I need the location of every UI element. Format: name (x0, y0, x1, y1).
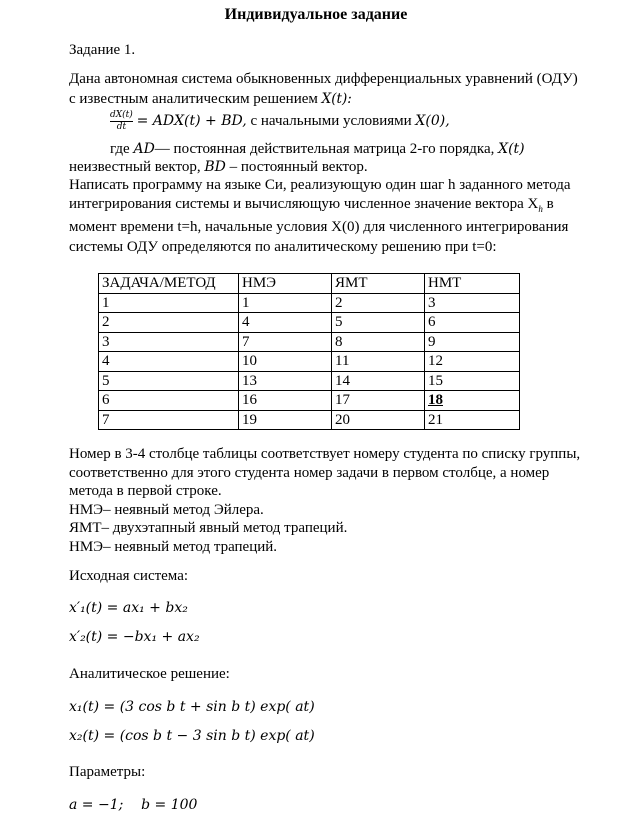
math: X(t): (321, 91, 352, 107)
table-cell: 16 (239, 391, 332, 411)
table-cell: 3 (99, 332, 239, 352)
table-row (99, 313, 520, 333)
table-cell: 18 (425, 391, 520, 411)
table-cell: 19 (239, 410, 332, 430)
table-cell: 6 (99, 391, 239, 411)
text: где (110, 141, 134, 157)
table-row (99, 410, 520, 430)
intro-line-9: системы ОДУ определяются по аналитическому решению при t=0: (69, 239, 497, 255)
table-cell: 4 (99, 352, 239, 372)
table-cell: 1 (239, 293, 332, 313)
header-cell: ЯМТ (332, 274, 425, 294)
table-cell: 12 (425, 352, 520, 372)
table-row (99, 391, 520, 411)
table-cell: 21 (425, 410, 520, 430)
table-cell: 4 (239, 313, 332, 333)
table-cell: 15 (425, 371, 520, 391)
math: X(0), (415, 112, 450, 129)
intro-line-4 (110, 140, 525, 159)
intro-line-1: Дана автономная система обыкновенных дифференциальных уравнений (ОДУ) (69, 71, 578, 87)
table-cell: 9 (425, 332, 520, 352)
text: — постоянная действительная матрица 2-го порядка, (154, 141, 499, 157)
task-heading: Задание 1. (69, 42, 136, 58)
note-line: НМЭ– неявный метод трапеций. (69, 538, 278, 555)
table-cell: 7 (99, 410, 239, 430)
table-cell: 20 (332, 410, 425, 430)
table-cell: 7 (239, 332, 332, 352)
table-cell: 17 (332, 391, 425, 411)
table-row (99, 293, 520, 313)
table-cell: 1 (99, 293, 239, 313)
system-label: Исходная система: (69, 568, 189, 584)
intro-line-7 (69, 195, 554, 219)
derivative-fraction (110, 110, 133, 133)
text: с начальными условиями (246, 112, 416, 129)
params-values: a = −1; b = 100 (69, 797, 198, 813)
intro-line-8: момент времени t=h, начальные условия X(0) для численного интегрирования (69, 219, 569, 235)
table-cell: 2 (99, 313, 239, 333)
table-cell: 5 (99, 371, 239, 391)
table-cell: 2 (332, 293, 425, 313)
equation-rhs: = ADX(t) + BD, (136, 112, 247, 129)
text: интегрирования системы и вычисляющую численное значение вектора X (69, 196, 539, 212)
system-eq-1: x′₁(t) = ax₁ + bx₂ (69, 600, 188, 616)
table-cell: 6 (425, 313, 520, 333)
table-cell: 13 (239, 371, 332, 391)
note-line: Номер в 3-4 столбце таблицы соответствует номеру студента по списку группы, (69, 446, 581, 462)
text: в (542, 196, 554, 212)
note-line: метода в первой строке. (69, 483, 222, 499)
subscript: h (538, 204, 543, 214)
document-title: Индивидуальное задание (224, 6, 408, 23)
table-row (99, 371, 520, 391)
note-line: НМЭ– неявный метод Эйлера. (69, 501, 264, 518)
text: – постоянный вектор. (225, 159, 368, 175)
note-line: соответственно для этого студента номер задачи в первом столбце, а номер (69, 464, 550, 481)
params-label: Параметры: (69, 764, 146, 780)
table-cell: 8 (332, 332, 425, 352)
math: BD (204, 159, 226, 175)
table-cell: 3 (425, 293, 520, 313)
table-cell: 11 (332, 352, 425, 372)
denominator: dt (116, 122, 127, 132)
text: с известным аналитическим решением (69, 91, 322, 107)
solution-label: Аналитическое решение: (69, 666, 230, 682)
intro-line-2 (69, 90, 352, 109)
table-cell: 14 (332, 371, 425, 391)
text: неизвестный вектор, (69, 159, 205, 175)
intro-line-6: Написать программу на языке Си, реализующую один шаг h заданного метода (69, 177, 571, 193)
system-eq-2: x′₂(t) = −bx₁ + ax₂ (69, 629, 200, 645)
math: X(t) (498, 141, 525, 157)
header-cell: ЗАДАЧА/МЕТОД (99, 274, 239, 294)
numerator: dX(t) (110, 110, 133, 120)
table-row (99, 332, 520, 352)
header-cell: НМТ (425, 274, 520, 294)
table-cell: 5 (332, 313, 425, 333)
notes (69, 445, 580, 556)
header-cell: НМЭ (239, 274, 332, 294)
solution-eq-1: x₁(t) = (3 cos b t + sin b t) exp( at) (69, 699, 315, 715)
ode-equation (110, 110, 450, 133)
task-method-table (98, 273, 520, 430)
note-line: ЯМТ– двухэтапный явный метод трапеций. (69, 520, 348, 536)
table-header-row (99, 274, 520, 294)
table-row (99, 352, 520, 372)
solution-eq-2: x₂(t) = (cos b t − 3 sin b t) exp( at) (69, 728, 315, 744)
math: AD (133, 141, 155, 157)
intro-line-5 (69, 158, 368, 177)
table-cell: 10 (239, 352, 332, 372)
